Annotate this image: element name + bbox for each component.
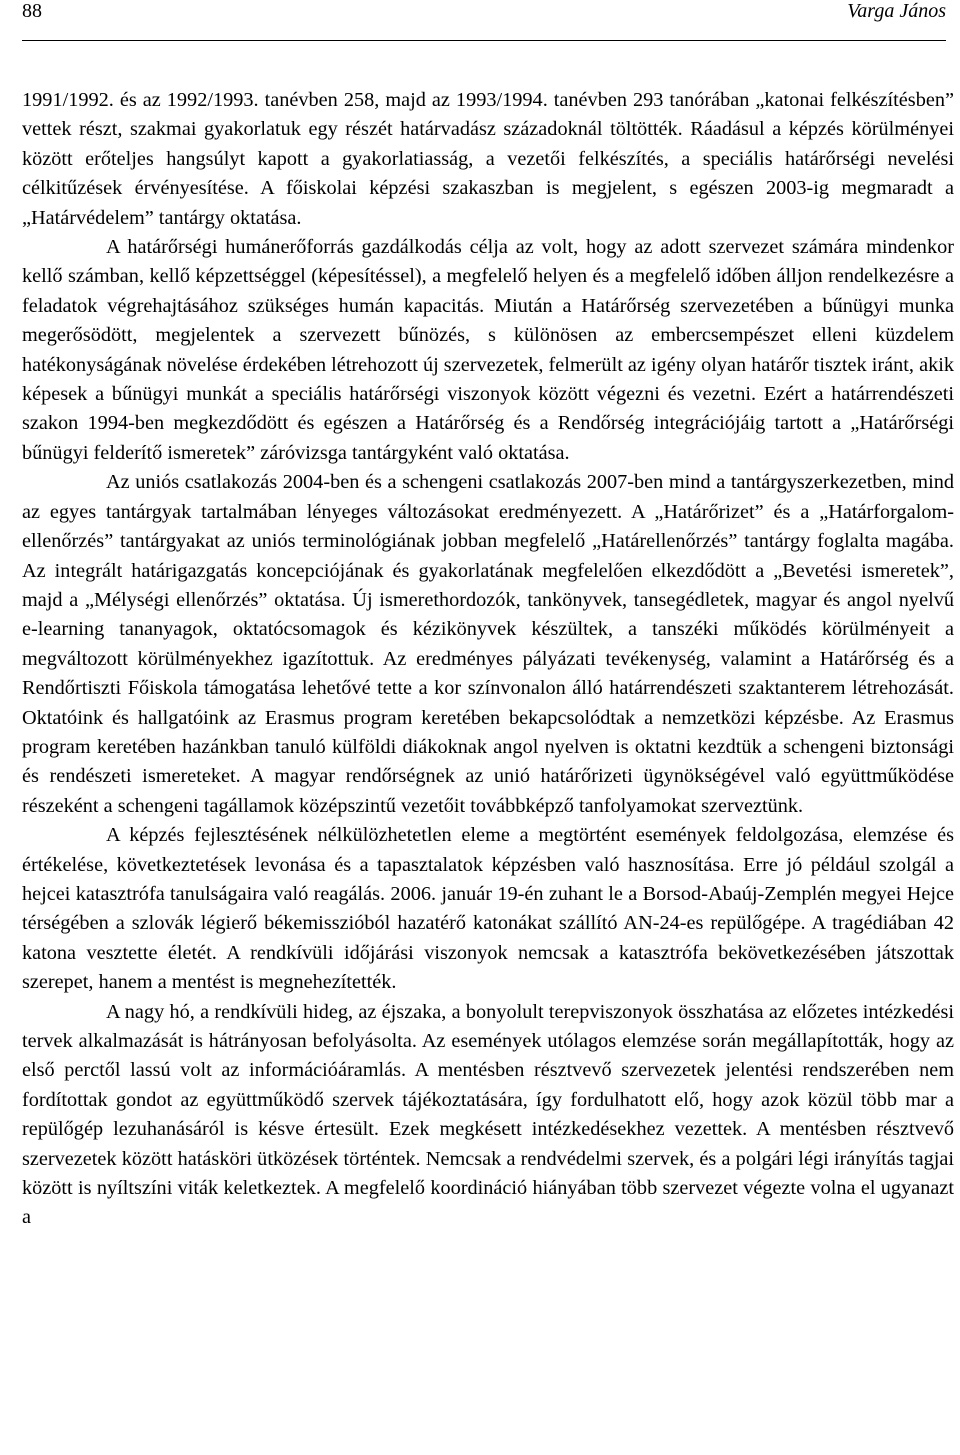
- running-header-author: Varga János: [847, 0, 946, 22]
- paragraph: 1991/1992. és az 1992/1993. tanévben 258, majd az 1993/1994. tanévben 293 tanórában „katonai felkészítésben” vettek részt, szakmai gyakorlatuk egy részét határvadász századoknál töltötték. Ráadásul a képzés körülményei között erőteljes hangsúlyt kapott a gyakorlatiasság, a vezetői felkészítés, a speciális határőrségi nevelési célkitűzések érvényesítése. A főiskolai képzési szakaszban is megjelent, s egészen 2003-ig megmaradt a „Határvédelem” tantárgy oktatása.: [22, 89, 954, 229]
- paragraph: Az uniós csatlakozás 2004-ben és a schengeni csatlakozás 2007-ben mind a tantárgyszerkezetben, mind az egyes tantárgyak tartalmában lényeges változásokat eredményezett. A „Határőrizet” és a „Határforgalom-ellenőrzés” tantárgyakat az uniós terminológiának jobban megfelelő „Határellenőrzés” tantárgy foglalta magába. Az integrált határigazgatás koncepciójának és gyakorlatának megfelelően elkezdődött a „Bevetési ismeretek”, majd a „Mélységi ellenőrzés” oktatása. Új ismerethordozók, tankönyvek, tansegédletek, magyar és angol nyelvű e-learning tananyagok, oktatócsomagok és kézikönyvek készültek, a tanszéki működés körülményeit a megváltozott körülményekhez igazítottuk. Az eredményes pályázati tevékenység, valamint a Határőrség és a Rendőrtiszti Főiskola támogatása lehetővé tette a kor színvonalon álló határrendészeti szaktanterem létrehozását. Oktatóink és hallgatóink az Erasmus program keretében bekapcsolódtak a nemzetközi képzésbe. Az Erasmus program keretében hazánkban tanuló külföldi diákoknak angol nyelven is oktatni kezdtük a schengeni biztonsági és rendészeti ismereteket. A magyar rendőrségnek az unió határőrizeti ügynökségével való együttműködése részeként a schengeni tagállamok középszintű vezetőit továbbképző tanfolyamokat szerveztünk.: [22, 471, 954, 817]
- body-text: [22, 86, 954, 1233]
- paragraph: A határőrségi humánerőforrás gazdálkodás célja az volt, hogy az adott szervezet számára mindenkor kellő számban, kellő képzettséggel (képesítéssel), a megfelelő helyen és a megfelelő időben álljon rendelkezésre a feladatok végrehajtásához szükséges humán kapacitás. Miután a Határőrség szervezetében a bűnügyi munka megerősödött, megjelentek a szervezett bűnözés, s különösen az embercsempészet elleni küzdelem hatékonyságának növelése érdekében létrehozott új szervezetek, felmerült az igény olyan határőr tisztek iránt, akik képesek a bűnügyi munkát a speciális határőrségi viszonyok között végezni és vezetni. Ezért a határrendészeti szakon 1994-ben megkezdődött és egészen a Határőrség és a Rendőrség integrációjáig tartott a „Határőrségi bűnügyi felderítő ismeretek” záróvizsga tantárgyként való oktatása.: [22, 236, 954, 464]
- paragraph: A képzés fejlesztésének nélkülözhetetlen eleme a megtörtént események feldolgozása, elemzése és értékelése, következtetések levonása és a tapasztalatok képzésben való hasznosítása. Erre jó például szolgál a hejcei katasztrófa tanulságaira való reagálás. 2006. január 19-én zuhant le a Borsod-Abaúj-Zemplén megyei Hejce térségében a szlovák légierő békemisszióból hazatérő katonákat szállító AN-24-es repülőgépe. A tragédiában 42 katona vesztette életét. A rendkívüli időjárási viszonyok nemcsak a katasztrófa bekövetkezésében játszottak szerepet, hanem a mentést is megnehezítették.: [22, 824, 954, 994]
- paragraph: A nagy hó, a rendkívüli hideg, az éjszaka, a bonyolult terepviszonyok összhatása az előzetes intézkedési tervek alkalmazását is hátrányosan befolyásolta. Az események utólagos elemzése során megállapították, hogy az első perctől lassú volt az információáramlás. A mentésben résztvevő szervezetek jelentési rendszerében nem fordítottak gondot az együttműködő szervek tájékoztatására, így fordulhatott elő, hogy azok közül több mar a repülőgép lezuhanásáról is késve értesült. Ezek megkésett intézkedésekhez vezettek. A mentésben résztvevő szervezetek között hatásköri ütközések történtek. Nemcsak a rendvédelmi szervek, és a polgári légi irányítás tagjai között is nyíltszíni viták keletkeztek. A megfelelő koordináció hiányában több szervezet végezte volna el ugyanazt a: [22, 1000, 954, 1229]
- page-header: [22, 0, 946, 41]
- page-number: 88: [22, 0, 42, 22]
